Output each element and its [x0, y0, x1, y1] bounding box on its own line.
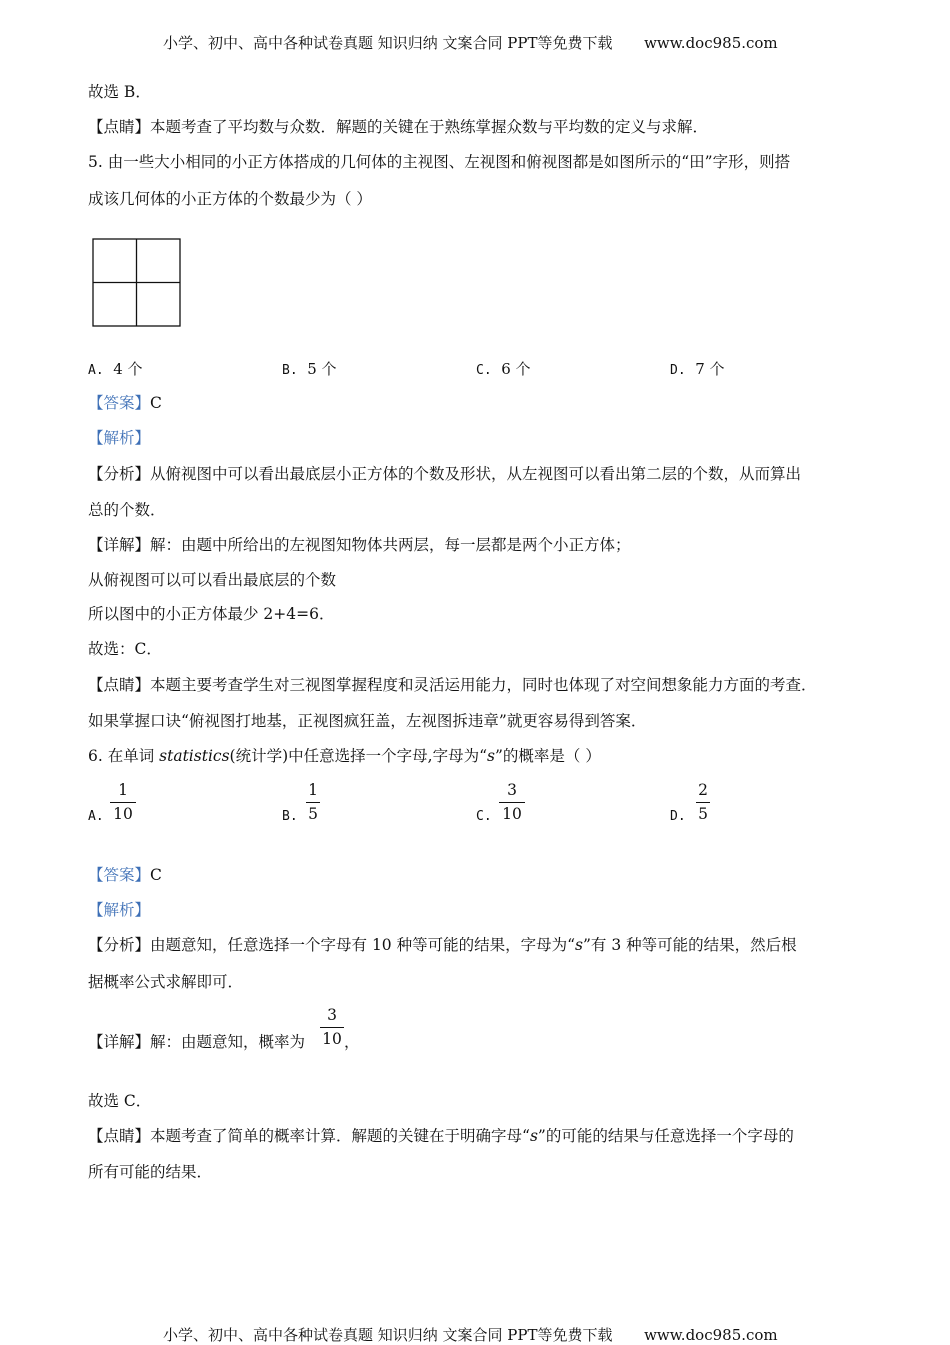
q5-option-c[interactable]: [476, 358, 531, 379]
option-text: 4 个: [113, 360, 143, 378]
q5-stem-line2: 成该几何体的小正方体的个数最少为（ ）: [88, 190, 372, 208]
q5-dianjing-tag: 【点睛】: [88, 676, 151, 694]
fraction-numerator: 3: [327, 1006, 337, 1024]
q6-fenxi-line1: [88, 935, 797, 955]
q6-fenxi-tag: 【分析】: [88, 936, 151, 954]
fraction-denominator: 10: [502, 805, 522, 823]
q5-fenxi-tag: 【分析】: [88, 465, 151, 483]
option-text: 5 个: [307, 360, 337, 378]
option-letter: A.: [88, 809, 104, 824]
prev-dianjing-tag: 【点睛】: [88, 118, 151, 136]
q5-option-a[interactable]: [88, 358, 143, 379]
q6-fenxi-var: s: [575, 936, 583, 954]
q5-fenxi-line1: [88, 464, 801, 484]
q6-analysis-tag: 【解析】: [88, 901, 151, 919]
option-letter: B.: [282, 809, 298, 824]
fraction-bar: [320, 1027, 344, 1028]
q5-stem-line1: 5. 由一些大小相同的小正方体搭成的几何体的主视图、左视图和俯视图都是如图所示的“田”字形，则搭: [88, 153, 791, 171]
q5-choice: 故选：C．: [88, 640, 162, 658]
q5-dianjing-text: 本题主要考查学生对三视图掌握程度和灵活运用能力，同时也体现了对空间想象能力方面的考查．: [150, 676, 817, 694]
footer-url[interactable]: www.doc985.com: [644, 1326, 778, 1344]
page-footer: [163, 1324, 778, 1345]
q6-choice: 故选 C．: [88, 1092, 152, 1110]
q5-dianjing-line2: 如果掌握口诀“俯视图打地基，正视图疯狂盖，左视图拆违章”就更容易得到答案．: [88, 712, 647, 730]
option-letter: C.: [476, 809, 492, 824]
q6-stem-middle: (统计学)中任意选择一个字母,字母为“: [229, 747, 487, 765]
q6-option-b-fraction: [306, 780, 320, 824]
fraction-denominator: 10: [322, 1030, 342, 1048]
q5-analysis-tag: 【解析】: [88, 429, 151, 447]
header-url[interactable]: www.doc985.com: [644, 34, 778, 52]
q6-dianjing-line1: [88, 1126, 794, 1146]
q6-dianjing-text-a: 本题考查了简单的概率计算．解题的关键在于明确字母“: [150, 1127, 530, 1145]
q5-option-d[interactable]: [670, 358, 725, 379]
q6-option-b-letter[interactable]: [282, 806, 298, 824]
q6-dianjing-var: s: [529, 1127, 538, 1145]
q5-fenxi-text: 从俯视图中可以看出最底层小正方体的个数及形状，从左视图可以看出第二层的个数，从而算出: [150, 465, 802, 483]
fraction-bar: [499, 802, 525, 803]
fraction-numerator: 2: [698, 781, 708, 799]
fraction-numerator: 1: [118, 781, 128, 799]
option-letter: C.: [476, 363, 492, 378]
prev-dianjing: [88, 117, 708, 137]
page-header: [163, 32, 778, 53]
q5-fenxi-line2: 总的个数．: [88, 501, 166, 519]
q5-answer-value: C: [150, 394, 162, 412]
q5-xiangjie-line3: 所以图中的小正方体最少 2+4=6．: [88, 605, 335, 623]
q6-stem-suffix: ”的概率是（ ）: [494, 747, 601, 765]
fraction-numerator: 3: [507, 781, 517, 799]
prev-choice: 故选 B．: [88, 83, 151, 101]
fraction-bar: [306, 802, 320, 803]
q6-option-a-letter[interactable]: [88, 806, 104, 824]
q6-fenxi-text-a: 由题意知，任意选择一个字母有 10 种等可能的结果，字母为“: [150, 936, 576, 954]
q6-answer-value: C: [150, 866, 162, 884]
q6-xiangjie-fraction: [320, 1005, 344, 1049]
option-letter: B.: [282, 363, 298, 378]
q6-stem-word: statistics: [159, 747, 230, 765]
q5-xiangjie-line1: [88, 535, 631, 555]
q5-xiangjie-tag: 【详解】: [88, 536, 151, 554]
q6-fenxi-text-b: ”有 3 种等可能的结果，然后根: [583, 936, 797, 954]
fraction-numerator: 1: [308, 781, 318, 799]
fraction-denominator: 10: [113, 805, 133, 823]
option-text: 6 个: [501, 360, 531, 378]
option-text: 7 个: [695, 360, 725, 378]
q6-dianjing-line2: 所有可能的结果．: [88, 1163, 213, 1181]
q5-xiangjie-text: 解：由题中所给出的左视图知物体共两层，每一层都是两个小正方体；: [150, 536, 631, 554]
q6-stem: [88, 746, 601, 766]
q6-xiangjie-text: 解：由题意知，概率为: [150, 1033, 306, 1051]
fraction-denominator: 5: [308, 805, 318, 823]
q5-dianjing-line1: [88, 675, 817, 695]
q6-answer: [88, 865, 162, 885]
q6-option-d-letter[interactable]: [670, 806, 686, 824]
prev-dianjing-text: 本题考查了平均数与众数．解题的关键在于熟练掌握众数与平均数的定义与求解．: [150, 118, 709, 136]
tian-grid-figure: [92, 238, 182, 328]
option-letter: D.: [670, 809, 686, 824]
q5-xiangjie-line2: 从俯视图可以可以看出最底层的个数: [88, 571, 337, 589]
q6-stem-prefix: 6. 在单词: [88, 747, 160, 765]
q6-fenxi-line2: 据概率公式求解即可．: [88, 973, 244, 991]
q6-dianjing-text-b: ”的可能的结果与任意选择一个字母的: [537, 1127, 794, 1145]
q6-option-d-fraction: [696, 780, 710, 824]
q6-dianjing-tag: 【点睛】: [88, 1127, 151, 1145]
footer-text: 小学、初中、高中各种试卷真题 知识归纳 文案合同 PPT等免费下载: [163, 1326, 613, 1344]
q6-xiangjie-tag: 【详解】: [88, 1033, 151, 1051]
q6-stem-var: s: [487, 747, 495, 765]
q6-option-a-fraction: [110, 780, 136, 824]
q6-option-c-letter[interactable]: [476, 806, 492, 824]
q5-answer-tag: 【答案】: [88, 394, 151, 412]
q5-option-b[interactable]: [282, 358, 337, 379]
q6-option-c-fraction: [499, 780, 525, 824]
q6-xiangjie-end: ，: [344, 1033, 360, 1051]
fraction-denominator: 5: [698, 805, 708, 823]
fraction-bar: [696, 802, 710, 803]
option-letter: D.: [670, 363, 686, 378]
q6-answer-tag: 【答案】: [88, 866, 151, 884]
header-text: 小学、初中、高中各种试卷真题 知识归纳 文案合同 PPT等免费下载: [163, 34, 613, 52]
q5-answer: [88, 393, 162, 413]
fraction-bar: [110, 802, 136, 803]
option-letter: A.: [88, 363, 104, 378]
q6-xiangjie: [88, 1032, 305, 1052]
